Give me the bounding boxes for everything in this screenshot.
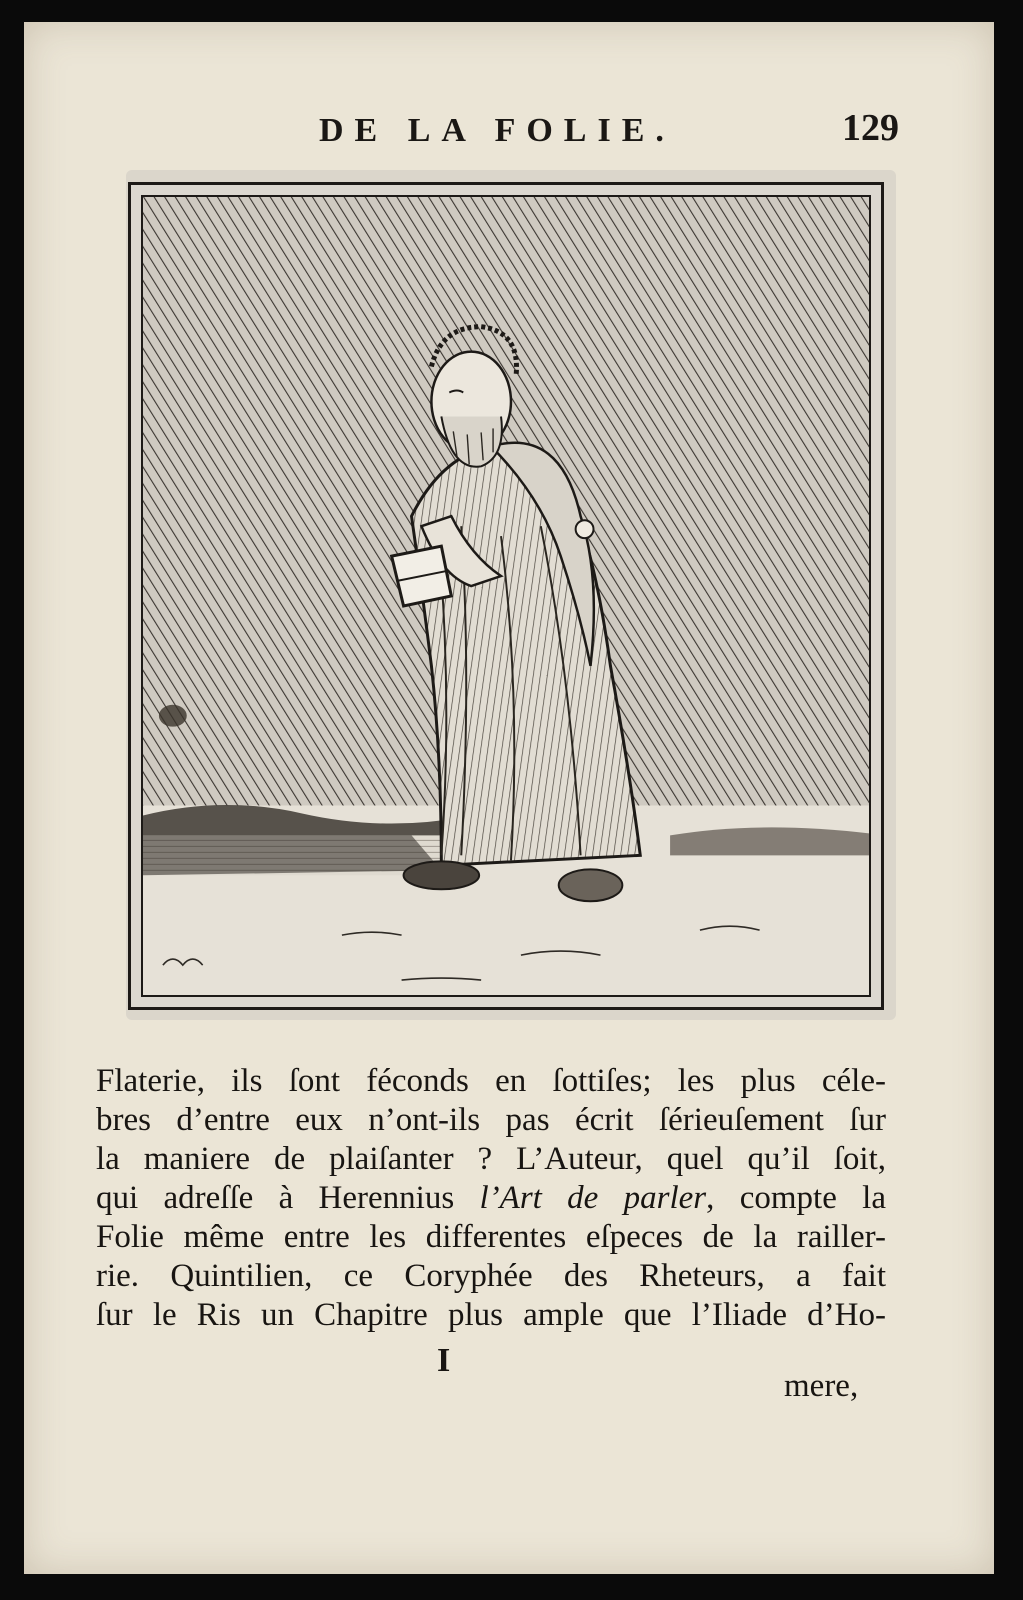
text-line-6: rie. Quintilien, ce Coryphée des Rheteurs, a fait (96, 1258, 886, 1294)
engraving-illustration (143, 197, 869, 995)
italic-title: l’Art de parler (479, 1180, 707, 1216)
text-line-4 (96, 1179, 886, 1218)
body-text (96, 1062, 886, 1335)
engraving-image (141, 195, 871, 997)
page-number: 129 (842, 107, 899, 149)
text-line-5: Folie même entre les differentes eſpeces de la railler- (96, 1219, 886, 1255)
engraving-plate (128, 182, 884, 1010)
signature-mark: I (437, 1342, 451, 1379)
text-line-2: bres d’entre eux n’ont-ils pas écrit ſérieuſement ſur (96, 1102, 886, 1138)
book-page (24, 22, 994, 1574)
text-line-1: Flaterie, ils ſont féconds en ſottiſes; les plus céle- (96, 1063, 886, 1099)
text-line-3: la maniere de plaiſanter ? L’Auteur, quel qu’il ſoit, (96, 1141, 886, 1177)
catchword: mere, (784, 1368, 859, 1404)
text-line-4-start: qui adreſſe à Herennius (96, 1180, 455, 1216)
running-head-title: DE LA FOLIE. (319, 112, 675, 149)
text-line-4-end: , compte la (706, 1180, 886, 1216)
text-line-7: ſur le Ris un Chapitre plus ample que l’Iliade d’Ho- (96, 1297, 886, 1333)
